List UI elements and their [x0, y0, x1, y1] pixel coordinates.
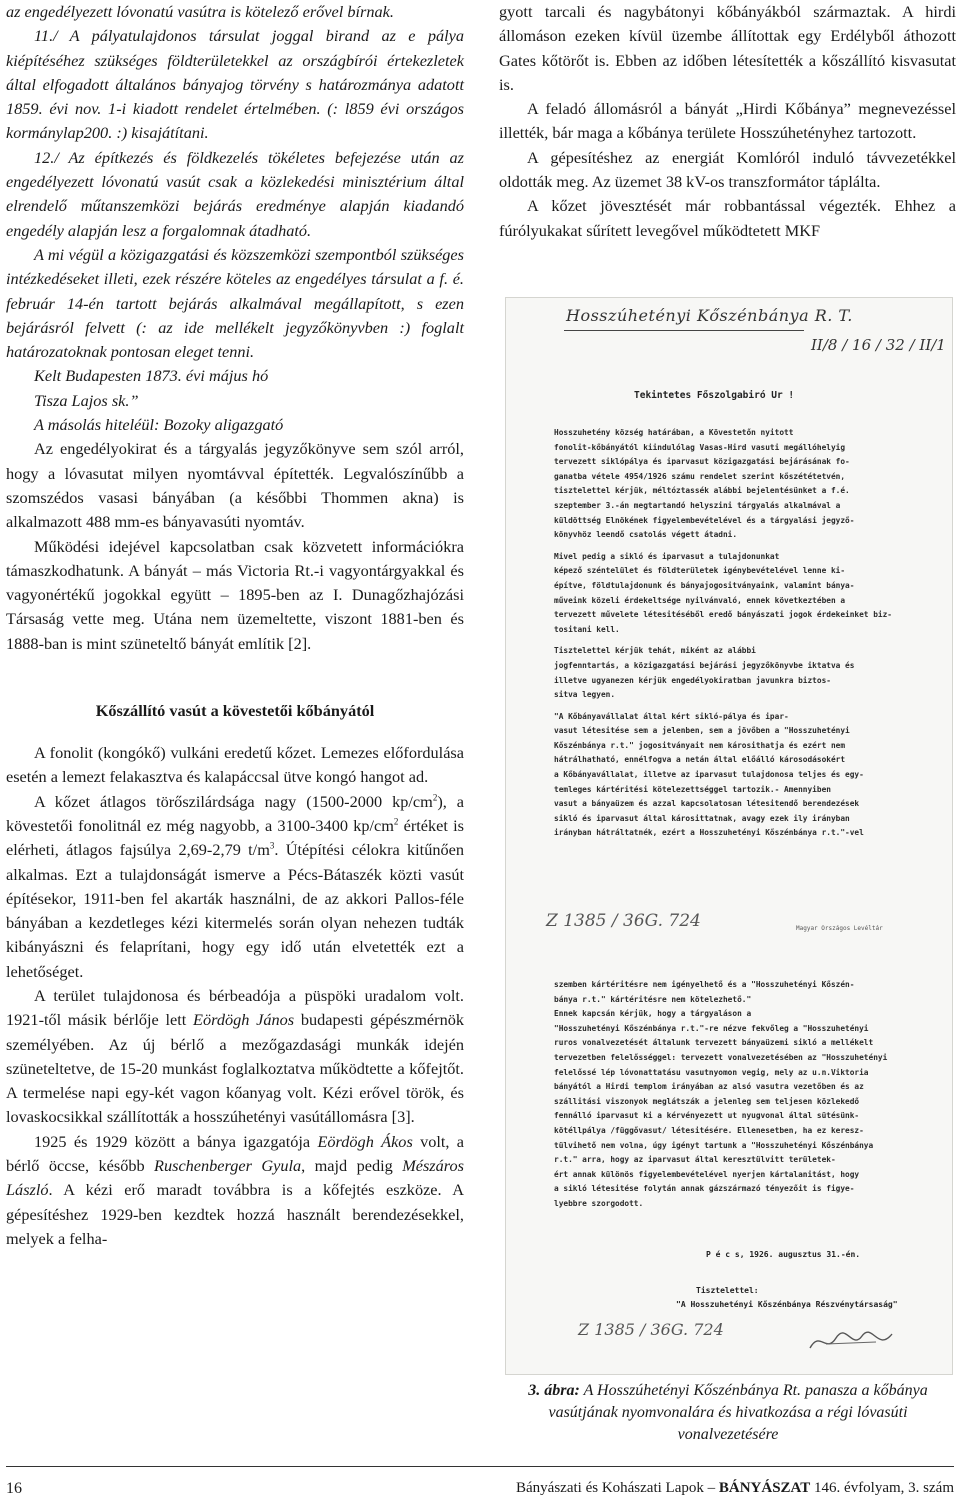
letter-line: ganatba vétele 4954/1926 számu rendelet szerint kőszététetvén, — [554, 471, 846, 481]
paragraph: Tisza Lajos sk.” — [34, 390, 139, 410]
letter-line: tülvihető nem volna, úgy igényt tartunk a "Hosszuhetényi Kőszénbánya — [554, 1140, 874, 1150]
paragraph: gyott tarcali és nagybátonyi kőbányákból származtak. A hirdi állomáson ezeken kívül üzembe állítottak egy Erdélyből áthozott Gates kőtörőt is. Ebben az időben létesítették a kőszállító kisvasutat is. — [499, 2, 956, 94]
letter-line: szemben kártéritésre nem igényelhető és a "Hosszuhetényi Kőszén- — [554, 980, 855, 989]
page-number: 16 — [6, 1480, 22, 1497]
footer-divider — [6, 1466, 954, 1467]
letter-greeting: Tekintetes Főszolgabiró Ur ! — [634, 390, 795, 401]
signature-scribble — [806, 1326, 896, 1356]
letter-line: ért annak különös figyelembevételével nyerjen kártalanitást, hogy — [554, 1169, 860, 1179]
letter-closing: Tisztelettel: — [696, 1286, 759, 1295]
letter-body — [554, 426, 926, 841]
paragraph — [6, 790, 464, 984]
letter-line: jogfenntartás, a közigazgatási bejárási jegyzőkönyvbe iktatva és — [554, 660, 855, 670]
paragraph: A másolás hiteléül: Bozoky aligazgató — [34, 415, 284, 435]
archive-stamp: Magyar Országos Levéltár — [796, 925, 883, 932]
paragraph: A fonolit (kongókő) vulkáni eredetű kőzet. Lemezes előfordulása esetén a lemezt felakasztva és kalapáccsal ütve kongó hangot ad. — [6, 743, 464, 787]
paragraph: Az engedélyokirat és a tárgyalás jegyzőkönyve sem szól arról, hogy a lóvasutat milyen nyomtávval építették. Legvalószínűbb a szomszédos vasasi bányában (a későbbi Thommen akna) is alkalmazott 488 mm-es bányavasúti nyomtáv. — [6, 439, 464, 532]
paragraph: A mi végül a közigazgatási és közszemközi szempontból szükséges intézkedéseket illeti, ezek részére köteles az engedélyes társulat a f. é. február 14-én tartott bejárás alkalmával megállapított, s ezen bejárásról felvett (: az ide mellékelt jegyzőkönyvben :) foglalt határozatoknak pontosan eleget tenni. — [6, 244, 464, 362]
text-run: . Útépítési célokra kitűnően alkalmas. Ezt a tulajdonságát ismerve a Pécs-Bátaszék közti vasút építésekor, 1911-ben fel akarták használni, de az akkori Pallos-féle bányában a kezdetleges kézi kitermelés során olyan nehezen tudták kibányászni és felaprítani, hogy egy idő után elvetették ezt a lehetőséget. — [6, 840, 464, 981]
letter-line: "A Kőbányavállalat által kért sikló-pálya és ipar- — [554, 711, 789, 721]
paragraph: 12./ Az építkezés és földkezelés tökéletes befejezése után az engedélyezett lóvonatú vasút csak a közlekedési minisztérium által elrendelő műtanszemközi bejárás eredménye alapján kiadandó engedély alapján lesz a forgalomnak átadható. — [6, 147, 464, 240]
letter-handwritten-note: Z 1385 / 36G. 724 — [546, 911, 701, 931]
letter-line: kötéllpálya /függővasut/ létesitésére. Ellenesetben, ha ez keresz- — [554, 1125, 864, 1135]
person-name: Eördögh Ákos — [317, 1131, 413, 1151]
paragraph: 11./ A pályatulajdonos társulat joggal birand az e pálya kiépítéséhez szükséges földterületekkel az országbírói értekezletek által elfogadott általános bányajog törvény s határozmánya adatott 1859. évi nov. 1-i kiadott rendelet értelmében. (: l859 évi országos kormánylap200. :) kisajátítani. — [6, 26, 464, 143]
letter-line: fonolit-kőbányától kiindulólag Vasas-Hird vasuti megállóhelyig — [554, 442, 846, 452]
journal-footer — [516, 1480, 954, 1497]
letter-line: hátrálhatható, ennélfogva a netán által előálló károsodásokért — [554, 755, 846, 765]
superscript: 3 — [269, 840, 275, 851]
superscript: 2 — [393, 816, 399, 827]
text-run: . A kézi erő maradt továbbra is a kőfejtés eszköze. A gépesítéshez 1929-ben kezdtek hozzá használt berendezésekkel, melyek a felha- — [6, 1180, 464, 1248]
letter-line: sitva legyen. — [554, 690, 616, 700]
journal-name: BÁNYÁSZAT — [718, 1480, 811, 1496]
text-run: , majd pedig — [301, 1156, 403, 1176]
letter-line: Mivel pedig a sikló és iparvasut a tulajdonunkat — [554, 551, 780, 561]
letter-line: tisztelettel kérjük, méltóztassék alábbi bejelentésünket a f.é. — [554, 486, 850, 496]
letter-line: r.t." arra, hogy az iparvasut által keresztülvitt területek- — [554, 1155, 836, 1165]
paragraph: Működési idejével kapcsolatban csak közvetett információkra támaszkodhatunk. A bányát – más Victoria Rt.-i vagyontárgyakkal és vagyonértékű jogokkal együtt – 1895-ben az I. Dunagőzhajózási Társaság vette meg. Utána nem üzemeltette, viszont 1881-ben és 1888-ban is mint szüneteltő bányát említik [2]. — [6, 536, 464, 653]
text-run: 1925 és 1929 között a bánya igazgatója — [34, 1131, 318, 1151]
paragraph: A kőzet jövesztését már robbantással végezték. Ehhez a fúrólyukakat sűrített levegővel működtetett MKF — [499, 196, 956, 240]
letter-line: könyvhöz leendő csatolás végett átadni. — [554, 530, 738, 540]
letter-line: felelőssé lép lóvonattatásu vasutnyomon vegig, mely az u.n.Viktoria — [554, 1067, 869, 1077]
letter-line: ruros vonalvezetését általunk tervezett bányaüzemi sikló a mellékelt — [554, 1038, 874, 1048]
letter-line: sikló és iparvasut által károsittatnak, avagy ezek ily irányban — [554, 813, 850, 823]
letter-body-continued — [554, 978, 926, 1212]
letter-line: tervezett siklópálya és iparvasut közigazgatási bejárásának fo- — [554, 457, 850, 467]
letter-handwritten-note: Z 1385 / 36G. 724 — [578, 1320, 724, 1339]
letter-line: lyebbre szorgodott. — [554, 1198, 644, 1208]
paragraph: A gépesítéshez az energiát Komlóról induló távvezetékkel oldották meg. Az üzemet 38 kV-os transzformátor táplálta. — [499, 147, 956, 192]
text-run: A terület tulajdonosa és bérbeadója a püspöki uradalom volt. 1921-től másik bérlője lett — [6, 985, 464, 1030]
text-run: A kőzet átlagos törőszilárdsága nagy (1500-2000 kp/cm — [34, 791, 433, 811]
letter-line: Kőszénbánya r.t." jogositványait nem károsithatja és ezért nem — [554, 740, 846, 750]
letter-handwritten-reference: II/8 / 16 / 32 / II/1 — [811, 336, 946, 354]
letter-line: fennálló iparvasut ki a kérvényezett ut nyugvonal által sütésünk- — [554, 1111, 860, 1121]
letter-line: temleges kártéritési kötelezettséggel tartozik.- Amennyiben — [554, 784, 831, 794]
letter-line: szállitási viszonyok meglátszák a jelenleg sem teljesen közlekedő — [554, 1096, 860, 1106]
paragraph: A feladó állomásról a bányát „Hirdi Kőbánya” megnevezéssel illették, bár maga a kőbánya területe Hosszúhetényhez tartozott. — [499, 99, 956, 143]
journal-title: Bányászati és Kohászati Lapok – — [516, 1480, 719, 1496]
letter-line: a sikló létesitése folytán annak gázszármazó tényezőit is figye- — [554, 1184, 855, 1194]
person-name: Eördögh János — [193, 1010, 295, 1030]
letter-line: Tisztelettel kérjük tehát, miként az alábbi — [554, 646, 756, 656]
text-run: értéket is elérheti, átlagos fajsúlya 2,69-2,79 t/m — [6, 815, 465, 860]
letter-line: műveink közeli érdekeltsége nyilvánvaló, ennek következtében a — [554, 595, 846, 605]
letter-line: a Kőbányavállalat, illetve az iparvasut tulajdonosa teljes és egy- — [554, 770, 864, 780]
letter-line: bányától a Hirdi templom irányában az alsó vasutra vezetőben és az — [554, 1082, 864, 1092]
text-run: ), a kövestetői fonolitnál ez még nagyobb, a 3100-3400 kp/cm — [6, 791, 464, 835]
paragraph: az engedélyezett lóvonatú vasútra is kötelező erővel bírnak. — [6, 2, 394, 21]
letter-line: Hosszuhetény község határában, a Kövestetőn nyitott — [554, 428, 794, 437]
letter-line: szeptember 3.-án megtartandó helyszini tárgyalás alkalmával a — [554, 500, 841, 510]
letter-line: illetve ugyanezen kérjük engedélyokiratban javunkra biztos- — [554, 675, 831, 685]
letter-handwritten-header: Hosszúhetényi Kőszénbánya R. T. — [566, 306, 853, 325]
letter-line: "Hosszuhetényi Kőszénbánya r.t."-re nézve fekvőleg a "Hosszuhetényi — [554, 1023, 869, 1033]
right-column — [499, 0, 956, 243]
letter-line: irányban hátráltatnék, ezért a Hosszuhetényi Kőszénbánya r.t."-vel — [554, 828, 864, 838]
person-name: Mészáros László — [6, 1156, 464, 1200]
letter-signatory: "A Hosszuhetényi Kőszénbánya Részvénytársaság" — [676, 1300, 898, 1309]
left-column — [6, 0, 464, 1251]
paragraph — [6, 984, 464, 1130]
letter-line: tervezetben felelősséggel: tervezett vonalvezetésében az "Hosszuhetényi — [554, 1052, 888, 1062]
letter-line: tositani kell. — [554, 624, 620, 634]
text-run: volt, a bérlő öccse, később — [6, 1131, 464, 1176]
paragraph — [6, 1130, 464, 1251]
paragraph: Kelt Budapesten 1873. évi május hó — [34, 366, 269, 386]
journal-issue: 146. évfolyam, 3. szám — [810, 1480, 954, 1496]
figure-caption — [505, 1380, 951, 1446]
letter-place-date: P é c s, 1926. augusztus 31.-én. — [706, 1250, 861, 1259]
letter-line: képező széntelület és földterületek igénybevételével lenne ki- — [554, 566, 846, 576]
text-run: budapesti gépészmérnök személyében. Az új bérlő a mezőgazdasági munkák idején szüneteltetve, de 15-20 munkást foglalkoztatva működtette a kőfejtőt. A termelése napi egy-két vagon kőanyag volt. Kézi erővel török, és lovaskocsikkal szállították a hosszúhetényi vasútállomásra [3]. — [6, 1010, 465, 1127]
letter-line: építve, földtulajdonunk és bányajogositványaink, valamint bánya- — [554, 580, 855, 590]
superscript: 2 — [432, 792, 438, 803]
divider — [564, 330, 804, 331]
caption-text: A Hosszúhetényi Kőszénbánya Rt. panasza a kőbánya vasútjának nyomvonalára és hivatkozása a régi lóvasúti vonalvezetésére — [548, 1382, 928, 1443]
scanned-letter-figure — [505, 297, 953, 1375]
letter-line: Ennek kapcsán kérjük, hogy a tárgyaláson a — [554, 1009, 752, 1019]
letter-line: tervezett művelete létesitéséből eredő bányászati jogok érdekeinket biz- — [554, 610, 892, 620]
section-heading: Kőszállító vasút a kövestetői kőbányától — [95, 701, 375, 721]
caption-label: 3. ábra: — [528, 1382, 580, 1399]
letter-line: vasut a bányaüzem és azzal kapcsolatosan létesitendő berendezések — [554, 799, 860, 809]
letter-line: bánya r.t." kártéritésre nem kötelezhető." — [554, 994, 752, 1004]
letter-line: küldöttség Elnökének figyelembevételével és a tárgyalási jegyző- — [554, 515, 855, 525]
letter-line: vasut létesitése sem a jelenben, sem a jövőben a "Hosszuhetényi — [554, 726, 850, 736]
person-name: Ruschenberger Gyula — [154, 1156, 302, 1176]
